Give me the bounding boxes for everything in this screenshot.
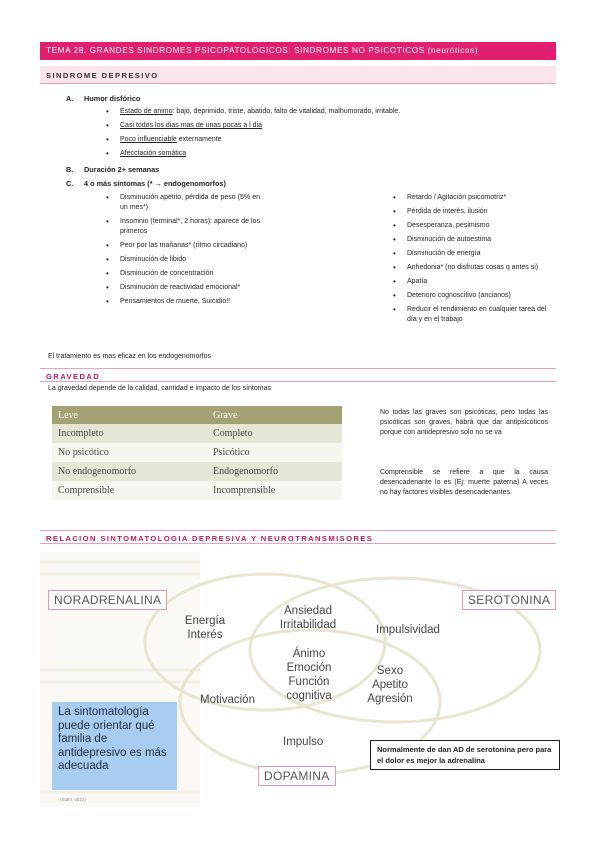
center-symptoms xyxy=(274,647,344,703)
header-leve: Leve xyxy=(52,406,207,424)
sintomas-count: 4 o más síntomas (* → endogenomorfos) xyxy=(84,179,226,188)
list-item: • Disminución de autoestima xyxy=(407,235,550,245)
list-item: • Disminución de energía xyxy=(407,249,550,259)
c-left-list xyxy=(120,193,260,311)
table-cell: Comprensible xyxy=(52,481,207,500)
list-item: • Afecctación somática xyxy=(120,149,550,159)
list-item: • Disminución de concentración xyxy=(120,269,260,279)
serotonina-note-box: Normalmente de dan AD de serotonina pero para el dolor es mejor la adrenalina xyxy=(370,740,560,770)
tratamiento-note: El tratamiento es mas eficaz en los endogenomorfos xyxy=(48,353,212,360)
humor-disforico: Humor disfórico xyxy=(84,94,141,103)
list-item: • Disminución apetito, pérdida de peso (5% en un mes*) xyxy=(120,193,260,213)
list-item: • Poco influenciable externamente xyxy=(120,135,550,145)
ansiedad-irritabilidad xyxy=(268,604,348,632)
list-item: • Pérdida de interés, ilusión xyxy=(407,207,550,217)
table-row xyxy=(52,424,342,443)
noradrenalina-label: NORADRENALINA xyxy=(48,590,167,610)
gravedad-table xyxy=(52,406,342,500)
table-header-row xyxy=(52,406,342,424)
label-b: B. xyxy=(66,165,74,174)
dopamina-label: DOPAMINA xyxy=(258,766,336,786)
section-heading-depresivo: SINDROME DEPRESIVO xyxy=(40,66,556,84)
sexo-apetito-agresion xyxy=(360,664,420,706)
venn-diagram xyxy=(40,552,570,812)
table-cell: No psicótico xyxy=(52,443,207,462)
table-cell: No endogenomorfo xyxy=(52,462,207,481)
a-items-list xyxy=(120,107,550,163)
list-item: • Retardo / Agitación psicomotriz* xyxy=(407,193,550,203)
list-item: • Disminución de libido xyxy=(120,255,260,265)
gravedad-note-comprensible: Comprensible se refiere a que la causa desencadenante lo es (Ej: muerte paterna) A veces no hay factores visibles desencadenantes. xyxy=(380,469,548,496)
table-cell: Endogenomorfo xyxy=(207,462,342,481)
table-cell: Completo xyxy=(207,424,342,443)
gravedad-note-psicoticas: No todas las graves son psicóticas, pero todas las psicóticas son graves, habrá que dar antipsicóticos porque con antidepresivo solo no se va xyxy=(380,409,548,436)
list-item: • Reducir el rendimiento en cualquier tarea del día y en el trabajo xyxy=(407,305,550,325)
page-title: TEMA 28. GRANDES SINDROMES PSICOPATOLOGICOS: SINDROMES NO PSICOTICOS (neuróticos) xyxy=(40,42,556,60)
label-c: C. xyxy=(66,179,74,188)
list-item: • Deterioro cognoscitivo (ancianos) xyxy=(407,291,550,301)
serotonina-label: SEROTONINA xyxy=(462,590,556,610)
impulsividad-text: Impulsividad xyxy=(376,624,440,636)
duracion: Duración 2+ semanas xyxy=(84,165,160,174)
list-item: • Disminución de reactividad emocional* xyxy=(120,283,260,293)
emocion-text: Emoción xyxy=(286,662,332,674)
list-item: • Desesperanza, pesimismo xyxy=(407,221,550,231)
list-item: • Insomnio (terminal*, 2 horas): aparece de los primeros xyxy=(120,217,260,237)
table-row xyxy=(52,481,342,500)
orientation-blue-box: La sintomatología puede orientar qué familia de antidepresivo es más adecuada xyxy=(52,702,177,790)
agresion-text: Agresión xyxy=(367,693,413,705)
list-item: • Casi todos los dias mas de unas pocas a l dia xyxy=(120,121,550,131)
interes-text: Interés xyxy=(187,629,223,641)
label-a: A. xyxy=(66,94,74,103)
list-item: • Pensamientos de muerte, Suicidio!! xyxy=(120,297,260,307)
source-citation: (Stahl, 2013) xyxy=(60,797,86,802)
energia-text: Energía xyxy=(184,615,226,627)
gravedad-intro: La gravedad depende de la calidad, cantidad e impacto de los síntomas xyxy=(48,385,271,392)
impulso-text: Impulso xyxy=(283,736,324,748)
section-heading-neurotransmisores: RELACION SINTOMATOLOGIA DEPRESIVA Y NEUROTRANSMISORES xyxy=(40,530,556,544)
table-cell: Psicótico xyxy=(207,443,342,462)
sexo-text: Sexo xyxy=(376,665,404,677)
ansiedad-text: Ansiedad xyxy=(284,605,332,617)
table-cell: Incomprensible xyxy=(207,481,342,500)
animo-text: Ánimo xyxy=(292,648,326,660)
list-item: • Peor por las mañanas* (ritmo circadiano) xyxy=(120,241,260,251)
c-right-list xyxy=(407,193,550,329)
funcion-text: Función xyxy=(288,676,330,688)
list-item: • Anhedonia* (no disfrutas cosas q antes si) xyxy=(407,263,550,273)
cognitiva-text: cognitiva xyxy=(286,690,332,702)
header-grave: Grave xyxy=(207,406,342,424)
table-cell: Incompleto xyxy=(52,424,207,443)
irritabilidad-text: Irritabilidad xyxy=(279,619,337,631)
section-heading-gravedad: GRAVEDAD xyxy=(40,368,556,382)
apetito-text: Apetito xyxy=(372,679,408,691)
motivacion-text: Motivación xyxy=(200,694,255,706)
list-item: • Estado de animo: bajo, deprimido, triste, abatido, falto de vitalidad, malhumorado, irritable. xyxy=(120,107,550,117)
table-row xyxy=(52,443,342,462)
table-row xyxy=(52,462,342,481)
list-item: • Apatía xyxy=(407,277,550,287)
energia-interes xyxy=(180,614,230,642)
